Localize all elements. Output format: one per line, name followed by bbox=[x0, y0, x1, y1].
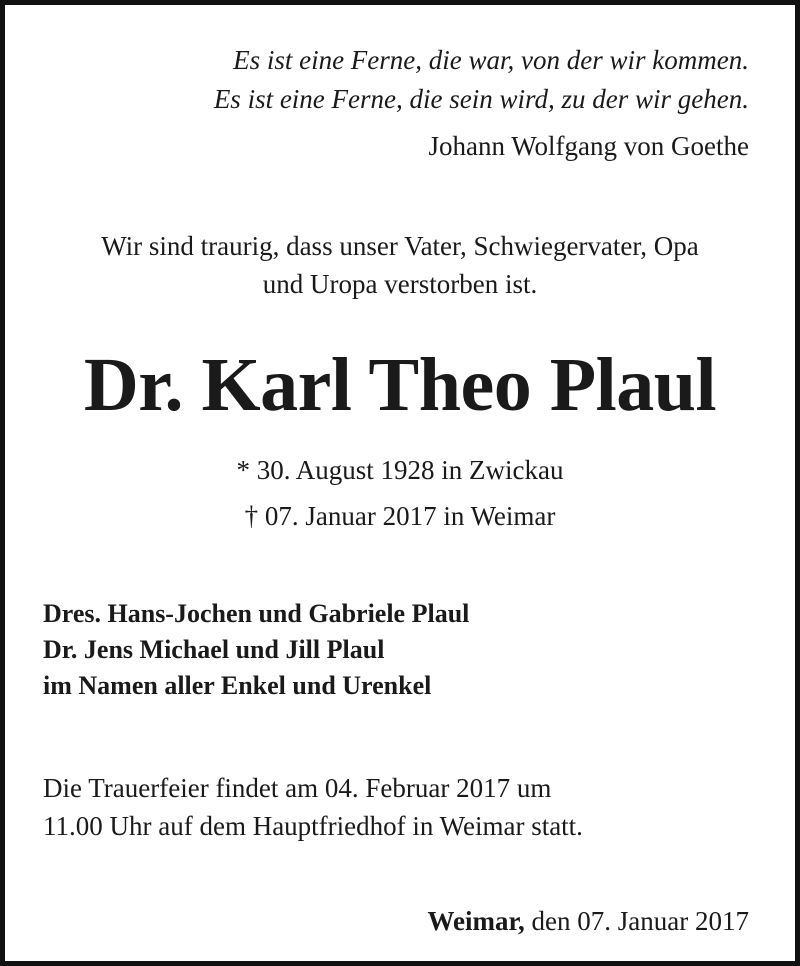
intro-text bbox=[5, 227, 795, 303]
quote-line-2: Es ist eine Ferne, die sein wird, zu der wir gehen. bbox=[213, 84, 749, 114]
deceased-name: Dr. Karl Theo Plaul bbox=[83, 343, 717, 427]
quote-line-1: Es ist eine Ferne, die war, von der wir kommen. bbox=[233, 45, 749, 75]
service-info bbox=[43, 769, 583, 845]
death-date: † 07. Januar 2017 in Weimar bbox=[244, 501, 556, 531]
quote-author: Johann Wolfgang von Goethe bbox=[428, 131, 749, 161]
mourner-line: Dr. Jens Michael und Jill Plaul bbox=[43, 635, 385, 664]
mourner-line: Dres. Hans-Jochen und Gabriele Plaul bbox=[43, 599, 470, 628]
closing-date: den 07. Januar 2017 bbox=[531, 906, 749, 936]
closing-dateline bbox=[428, 904, 749, 938]
closing-place: Weimar, bbox=[427, 906, 525, 936]
mourner-line: im Namen aller Enkel und Urenkel bbox=[43, 671, 432, 700]
intro-line-2: und Uropa verstorben ist. bbox=[262, 269, 538, 299]
birth-date: * 30. August 1928 in Zwickau bbox=[236, 455, 564, 485]
service-line-1: Die Trauerfeier findet am 04. Februar 2017 um bbox=[43, 773, 552, 803]
mourners-list bbox=[43, 596, 469, 704]
intro-line-1: Wir sind traurig, dass unser Vater, Schwiegervater, Opa bbox=[101, 231, 699, 261]
service-line-2: 11.00 Uhr auf dem Hauptfriedhof in Weimar statt. bbox=[43, 811, 583, 841]
